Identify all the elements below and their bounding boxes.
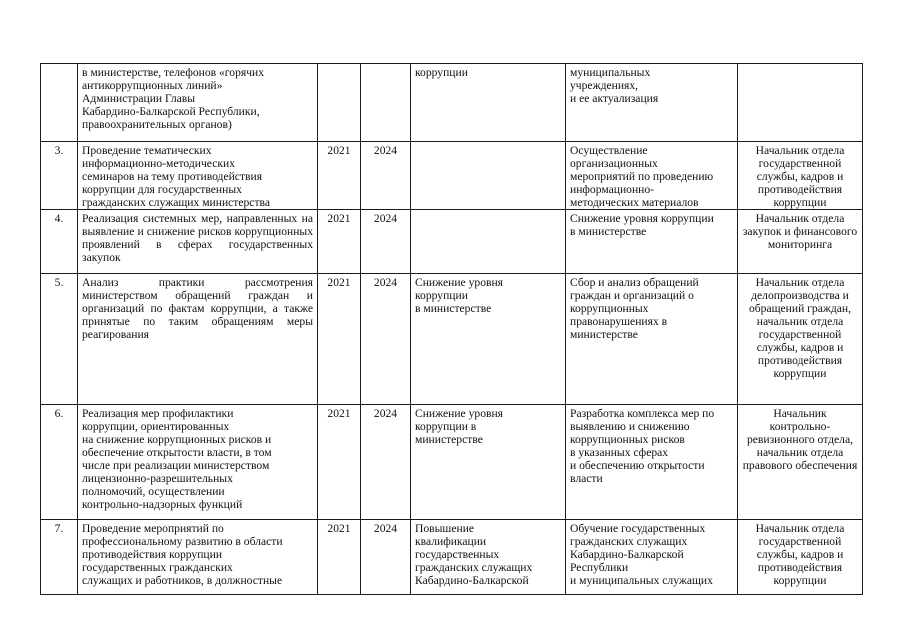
row-number: 5.: [41, 274, 78, 405]
row-number: [41, 64, 78, 142]
result-cell: муниципальных учреждениях, и ее актуализация: [566, 64, 738, 142]
end-year-cell: 2024: [361, 520, 411, 595]
event-cell: Проведение мероприятий по профессиональному развитию в области противодействия коррупции государственных гражданских служащих и работников, в должностные: [78, 520, 318, 595]
responsible-cell: Начальник отдела закупок и финансового мониторинга: [738, 210, 863, 274]
end-year-cell: [361, 64, 411, 142]
start-year-cell: 2021: [318, 405, 361, 520]
goal-cell: [411, 210, 566, 274]
table-row: [41, 142, 863, 210]
end-year-cell: 2024: [361, 210, 411, 274]
event-cell: в министерстве, телефонов «горячих антикоррупционных линий» Администрации Главы Кабардино-Балкарской Республики, правоохранительных органов): [78, 64, 318, 142]
event-cell: Реализация системных мер, направленных на выявление и снижение рисков коррупционных проявлений в сферах государственных закупок: [78, 210, 318, 274]
anticorruption-plan-table: [40, 63, 863, 595]
result-cell: Обучение государственных гражданских служащих Кабардино-Балкарской Республики и муниципальных служащих: [566, 520, 738, 595]
table-row: [41, 520, 863, 595]
table-row: [41, 64, 863, 142]
responsible-cell: Начальник отдела государственной службы, кадров и противодействия коррупции: [738, 520, 863, 595]
start-year-cell: 2021: [318, 520, 361, 595]
row-number: 3.: [41, 142, 78, 210]
start-year-cell: [318, 64, 361, 142]
responsible-cell: Начальник отдела государственной службы, кадров и противодействия коррупции: [738, 142, 863, 210]
table-row: [41, 274, 863, 405]
table-row: [41, 210, 863, 274]
result-cell: Снижение уровня коррупции в министерстве: [566, 210, 738, 274]
row-number: 6.: [41, 405, 78, 520]
document-page: [40, 63, 862, 595]
event-cell: Проведение тематических информационно-методических семинаров на тему противодействия коррупции для государственных гражданских служащих министерства: [78, 142, 318, 210]
goal-cell: Снижение уровня коррупции в министерстве: [411, 405, 566, 520]
responsible-cell: [738, 64, 863, 142]
start-year-cell: 2021: [318, 210, 361, 274]
row-number: 4.: [41, 210, 78, 274]
table-row: [41, 405, 863, 520]
goal-cell: Повышение квалификации государственных гражданских служащих Кабардино-Балкарской: [411, 520, 566, 595]
start-year-cell: 2021: [318, 274, 361, 405]
goal-cell: [411, 142, 566, 210]
event-cell: Реализация мер профилактики коррупции, ориентированных на снижение коррупционных рисков и обеспечение открытости власти, в том числе при реализации министерством лицензионно-разрешительных полномочий, осуществлении контрольно-надзорных функций: [78, 405, 318, 520]
result-cell: Сбор и анализ обращений граждан и организаций о коррупционных правонарушениях в министерстве: [566, 274, 738, 405]
row-number: 7.: [41, 520, 78, 595]
end-year-cell: 2024: [361, 274, 411, 405]
result-cell: Разработка комплекса мер по выявлению и снижению коррупционных рисков в указанных сферах и обеспечению открытости власти: [566, 405, 738, 520]
goal-cell: коррупции: [411, 64, 566, 142]
end-year-cell: 2024: [361, 142, 411, 210]
end-year-cell: 2024: [361, 405, 411, 520]
responsible-cell: Начальник контрольно-ревизионного отдела, начальник отдела правового обеспечения: [738, 405, 863, 520]
result-cell: Осуществление организационных мероприятий по проведению информационно- методических материалов: [566, 142, 738, 210]
start-year-cell: 2021: [318, 142, 361, 210]
responsible-cell: Начальник отдела делопроизводства и обращений граждан, начальник отдела государственной службы, кадров и противодействия коррупции: [738, 274, 863, 405]
goal-cell: Снижение уровня коррупции в министерстве: [411, 274, 566, 405]
event-cell: Анализ практики рассмотрения министерством обращений граждан и организаций по фактам коррупции, а также принятые по таким обращениям меры реагирования: [78, 274, 318, 405]
